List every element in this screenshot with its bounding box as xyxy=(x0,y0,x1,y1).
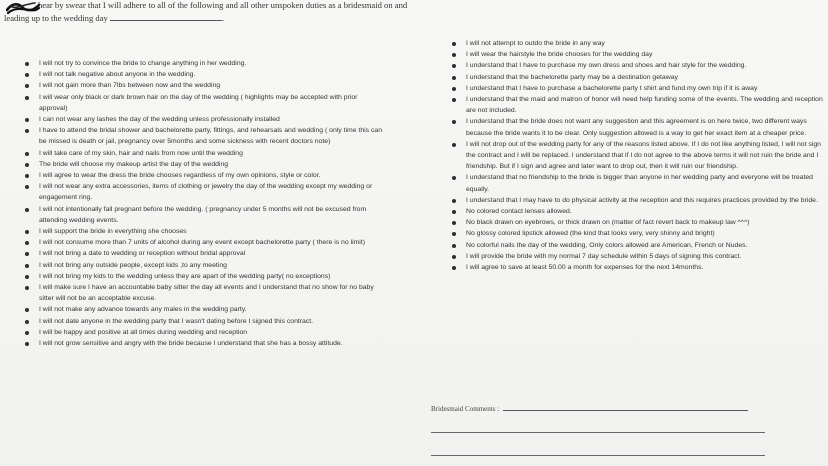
rule-item xyxy=(449,262,825,273)
bullet-icon xyxy=(452,98,456,102)
rule-item xyxy=(22,304,387,315)
comments-line-3 xyxy=(431,455,765,456)
rule-item xyxy=(449,251,825,262)
bullet-icon xyxy=(25,73,29,77)
bullet-icon xyxy=(452,232,456,236)
rule-item xyxy=(22,226,387,237)
rule-text: I will take care of my skin, hair and nails from now until the wedding xyxy=(39,149,243,157)
rule-text: No colored contact lenses allowed. xyxy=(466,208,572,216)
rule-text: I will support the bride in everything she chooses xyxy=(39,228,187,236)
comments-line-2 xyxy=(431,432,765,433)
rule-text: I understand that the maid and matron of honor will need help funding some of the events. The wedding and reception are not included. xyxy=(466,96,823,115)
rule-text: I understand that the bride does not want any suggestion and this agreement is on here twice, two different ways because the bride wants it to be clear. Only suggestion allowed is a way to get her exact item at a cheaper price. xyxy=(466,118,807,137)
rule-text: I will not consume more than 7 units of alcohol during any event except bachelorette party ( there is no limit) xyxy=(39,239,366,247)
rule-text: I will not attempt to outdo the bride in any way xyxy=(466,40,605,47)
bullet-icon xyxy=(452,76,456,80)
oath-intro: hear by swear that I will adhere to all of the following and all other unspoken duties as a bridesmaid on and leading up to the wedding day . xyxy=(4,0,408,23)
bullet-icon xyxy=(25,252,29,256)
rule-item xyxy=(22,181,387,203)
rule-text: I understand that I have to purchase my own dress and shoes and hair style for the wedding. xyxy=(466,62,747,70)
rule-item xyxy=(449,94,825,116)
bullet-icon xyxy=(452,42,456,46)
rule-text: I understand that no friendship to the bride is bigger than anyone in her wedding party and everyone will be treated equally. xyxy=(466,174,813,193)
rule-text: I will not bring a date to wedding or reception without bridal approval xyxy=(39,250,246,258)
rule-text: I understand that the bachelorette party may be a destination getaway xyxy=(466,73,678,81)
rule-text: No black drawn on eyebrows, or thick drawn on (matter of fact revert back to makeup law ^^^) xyxy=(466,219,750,227)
rule-item xyxy=(22,114,387,125)
rule-text: I will be happy and positive at all times during wedding and reception xyxy=(39,328,248,336)
bullet-icon xyxy=(25,185,29,189)
bullet-icon xyxy=(25,230,29,234)
rule-text: The bride will choose my makeup artist the day of the wedding xyxy=(39,160,229,168)
rule-item xyxy=(449,217,825,228)
bullet-icon xyxy=(25,264,29,268)
bullet-icon xyxy=(25,286,29,290)
rule-text: I will agree to save at least 50.00 a month for expenses for the next 14months. xyxy=(466,264,704,272)
rule-text: I will make sure I have an accountable baby sitter the day all events and I understand that no show for no baby sitter will not be an acceptable excuse. xyxy=(39,284,374,303)
bullet-icon xyxy=(25,118,29,122)
rule-text: I will not intentionally fall pregnant before the wedding. ( pregnancy under 5 months will not be excused from attending wedding events. xyxy=(39,205,367,224)
rule-item xyxy=(22,327,387,338)
rule-item xyxy=(22,338,387,349)
rule-item xyxy=(22,170,387,181)
oath-intro-text: hear by swear that I will adhere to all of the following and all other unspoken duties as a bridesmaid on and leading up to the wedding day xyxy=(4,0,408,23)
rule-item xyxy=(449,83,825,94)
bullet-icon xyxy=(452,53,456,57)
rule-text: I understand that I have to purchase a bachelorette party t shirt and fund my own trip if it is away xyxy=(466,84,758,92)
rule-text: I can not wear any lashes the day of the wedding unless professionally installed xyxy=(39,116,280,124)
bullet-icon xyxy=(452,221,456,225)
rule-item xyxy=(22,58,387,69)
bullet-icon xyxy=(25,174,29,178)
bullet-icon xyxy=(25,163,29,167)
bullet-icon xyxy=(452,87,456,91)
rule-item xyxy=(449,228,825,239)
rule-text: I will not grow sensitive and angry with the bride because I understand that she has a bossy attitude. xyxy=(39,340,343,348)
bullet-icon xyxy=(25,241,29,245)
rule-text: I will not talk negative about anyone in the wedding. xyxy=(39,71,196,79)
bullet-icon xyxy=(25,208,29,212)
bullet-icon xyxy=(452,143,456,147)
rule-text: I will not drop out of the wedding party for any of the reasons listed above. If I do not like anything listed, I will not sign the contract and I will be replaced. I understand that if I do not agree to the above terms it will not ruin the bride and I friendship. But if I sign and agree and later want to drop out, then it will ruin our friendship. xyxy=(466,140,821,171)
rule-item xyxy=(22,125,387,147)
rule-item xyxy=(449,195,825,206)
rule-item xyxy=(22,80,387,91)
rule-item xyxy=(449,116,825,138)
bullet-icon xyxy=(452,64,456,68)
bullet-icon xyxy=(452,255,456,259)
bullet-icon xyxy=(25,152,29,156)
rule-text: I will agree to wear the dress the bride chooses regardless of my own opinions, style or color. xyxy=(39,172,321,180)
rule-item xyxy=(22,204,387,226)
rule-item xyxy=(22,316,387,327)
rule-text: I have to attend the bridal shower and bachelorette party, fittings, and rehearsals and wedding ( only time this can be missed is death or jail, pregnancy over 5months and some sickness with recent doctors note) xyxy=(39,127,383,146)
rule-text: I will provide the bride with my normal 7 day schedule within 5 days of signing this contract. xyxy=(466,252,742,260)
bullet-icon xyxy=(25,129,29,133)
bullet-icon xyxy=(25,275,29,279)
rules-list-left xyxy=(22,58,387,349)
bullet-icon xyxy=(25,320,29,324)
rule-text: I will wear the hairstyle the bride chooses for the wedding day xyxy=(466,51,653,59)
rule-text: No glossy colored lipstick allowed (the kind that looks very, very shinny and bright) xyxy=(466,230,715,238)
rule-item xyxy=(449,206,825,217)
rule-item xyxy=(22,237,387,248)
rule-text: I will not wear any extra accessories, items of clothing or jewelry the day of the wedding except my wedding or engagement ring. xyxy=(39,183,373,202)
comments-label: Bridesmaid Comments : xyxy=(431,405,500,413)
bullet-icon xyxy=(25,308,29,312)
rule-item xyxy=(22,271,387,282)
bullet-icon xyxy=(25,342,29,346)
rule-text: I will not bring my kids to the wedding unless they are apart of the wedding party( no exceptions) xyxy=(39,272,331,280)
rule-item xyxy=(449,60,825,71)
rule-text: I will not bring any outside people, except kids ,to any meeting xyxy=(39,261,227,269)
bullet-icon xyxy=(25,62,29,66)
bridesmaid-comments xyxy=(431,404,748,413)
rule-item xyxy=(22,282,387,304)
bullet-icon xyxy=(452,266,456,270)
rule-text: I will not try to convince the bride to change anything in her wedding. xyxy=(39,60,247,67)
rule-item xyxy=(449,240,825,251)
wedding-date-blank xyxy=(110,12,222,21)
rule-item xyxy=(449,72,825,83)
bullet-icon xyxy=(452,176,456,180)
rule-item xyxy=(449,49,825,60)
rule-item xyxy=(449,139,825,173)
bullet-icon xyxy=(452,120,456,124)
bullet-icon xyxy=(452,199,456,203)
rule-item xyxy=(449,172,825,194)
bullet-icon xyxy=(452,244,456,248)
rule-text: I will wear only black or dark brown hair on the day of the wedding ( highlights may be accepted with prior approval) xyxy=(39,93,358,112)
bullet-icon xyxy=(452,210,456,214)
rule-item xyxy=(22,92,387,114)
rule-text: No colorful nails the day of the wedding, Only colors allowed are American, French or Nudes. xyxy=(466,241,748,249)
rule-item xyxy=(22,148,387,159)
rule-item xyxy=(22,248,387,259)
comments-line-1 xyxy=(503,404,748,411)
rule-item xyxy=(22,159,387,170)
rule-text: I will not make any advance towards any males in the wedding party. xyxy=(39,306,247,314)
rules-list-right xyxy=(449,38,825,273)
rule-item xyxy=(22,69,387,80)
rule-text: I will not gain more than 7lbs between now and the wedding xyxy=(39,82,221,90)
bullet-icon xyxy=(25,96,29,100)
rule-text: I will not date anyone in the wedding party that I wasn't dating before I signed this contract. xyxy=(39,317,314,325)
rule-item xyxy=(22,260,387,271)
bullet-icon xyxy=(25,84,29,88)
rule-text: I understand that I may have to do physical activity at the reception and this requires practices provided by the bride. xyxy=(466,196,818,204)
bullet-icon xyxy=(25,331,29,335)
rule-item xyxy=(449,38,825,49)
